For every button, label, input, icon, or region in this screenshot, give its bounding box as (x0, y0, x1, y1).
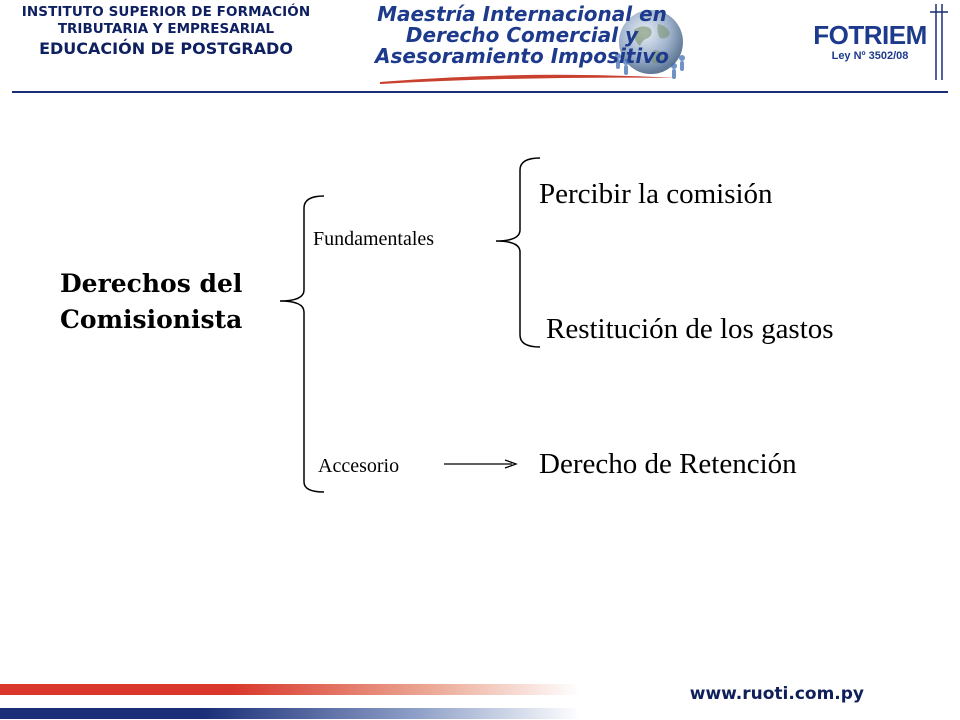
leaf-derecho-retencion: Derecho de Retención (539, 448, 797, 480)
root-line-1: Derechos del (60, 269, 243, 298)
leaf-percibir-comision: Percibir la comisión (539, 178, 773, 210)
root-line-2: Comisionista (60, 305, 243, 334)
footer-stripe-navy (0, 708, 580, 719)
program-line-2: Derecho Comercial y (405, 23, 639, 47)
branch-accesorio: Accesorio (318, 455, 400, 477)
footer-stripe-red (0, 684, 580, 695)
root-label (60, 266, 242, 338)
branch-fundamentales: Fundamentales (313, 228, 435, 250)
footer-url[interactable]: www.ruoti.com.py (689, 684, 864, 704)
institution-line-3: EDUCACIÓN DE POSTGRADO (39, 39, 293, 58)
leaf-restitucion-gastos: Restitución de los gastos (546, 313, 834, 345)
program-line-1: Maestría Internacional en (377, 2, 667, 26)
fotriem-law: Ley Nº 3502/08 (831, 50, 909, 62)
fundamentales-brace (496, 158, 540, 347)
program-line-3: Asesoramiento Impositivo (374, 44, 669, 68)
institution-line-1: INSTITUTO SUPERIOR DE FORMACIÓN (21, 4, 311, 20)
fotriem-name: FOTRIEM (813, 20, 927, 50)
institution-line-2: TRIBUTARIA Y EMPRESARIAL (57, 21, 275, 37)
